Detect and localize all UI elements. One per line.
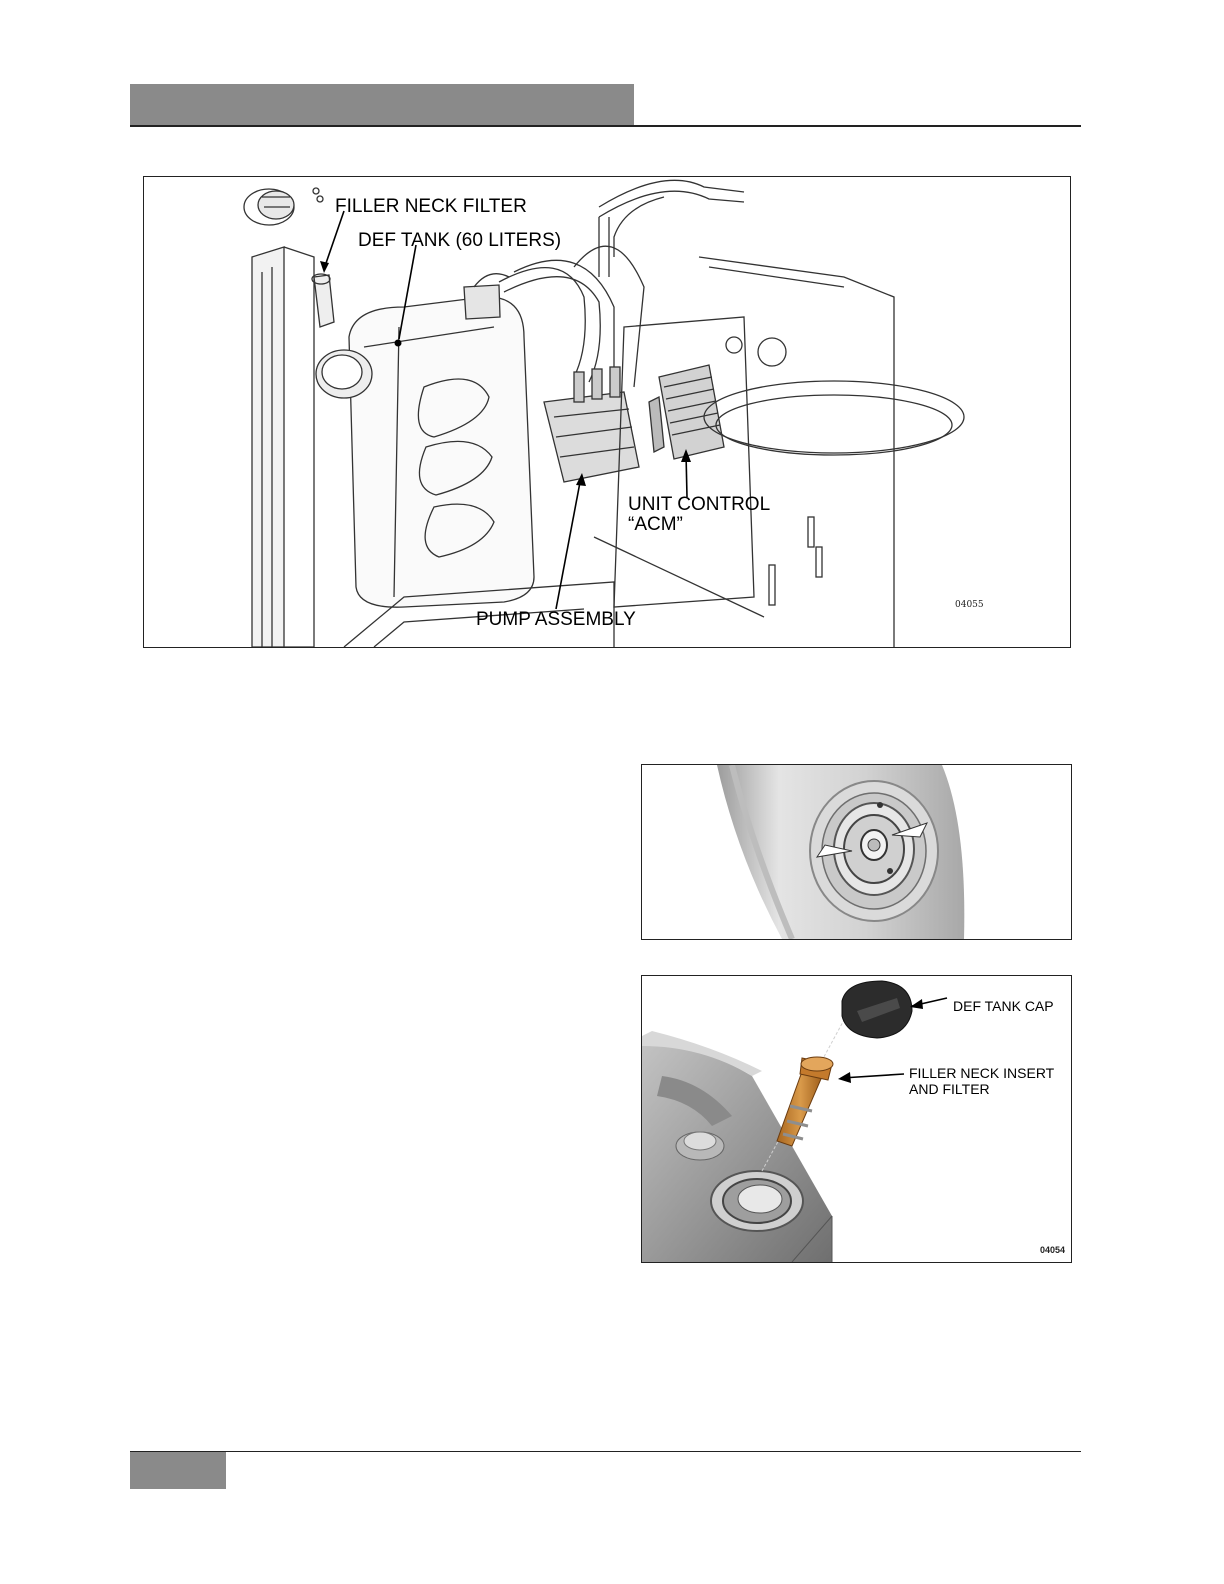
filler-neck-photo: [642, 976, 1071, 1262]
tank-opening-figure: [641, 764, 1072, 940]
tank-opening-photo: [642, 765, 1071, 939]
figure-number: 04055: [955, 600, 984, 610]
def-tank-cap-label: DEF TANK CAP: [953, 998, 1054, 1014]
def-system-illustration: [144, 177, 1070, 647]
filler-neck-filter-label: FILLER NECK FILTER: [335, 196, 527, 217]
def-system-figure: [143, 176, 1071, 648]
footer-page-tab: [130, 1452, 226, 1489]
pump-assembly-label: PUMP ASSEMBLY: [476, 609, 636, 630]
header-rule: [130, 125, 1081, 127]
unit-control-label: UNIT CONTROL: [628, 494, 771, 515]
acm-label: “ACM”: [628, 514, 683, 535]
header-bar: [130, 84, 634, 126]
filler-neck-insert-label: FILLER NECK INSERT: [909, 1065, 1055, 1081]
footer-rule: [130, 1451, 1081, 1452]
figure-number: 04054: [1040, 1245, 1066, 1255]
filler-neck-figure: [641, 975, 1072, 1263]
def-tank-label: DEF TANK (60 LITERS): [358, 230, 562, 251]
and-filter-label: AND FILTER: [909, 1081, 990, 1097]
